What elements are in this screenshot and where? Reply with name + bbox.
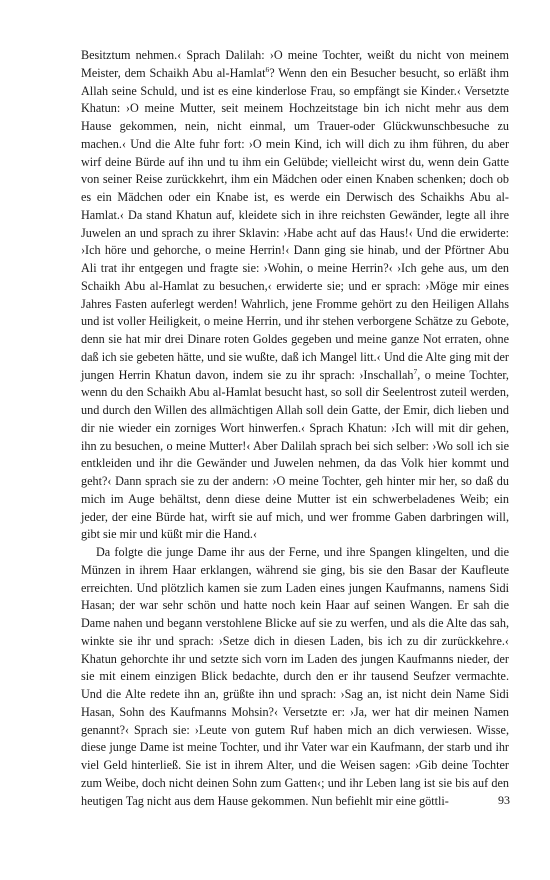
page-number: 93 xyxy=(498,793,510,807)
footnote-marker: 7 xyxy=(413,366,418,376)
paragraph xyxy=(81,47,509,544)
book-page-text xyxy=(81,47,509,810)
text-segment: ? Wenn den ein Besucher besucht, so erläßt ihm Allah seine Schuld, und ist es eine kinderlose Frau, so empfängt sie Kinder.‹ Versetzte Khatun: ›O meine Mutter, seit meinem Hochzeitstage bin ich nicht mehr aus dem Hause gekommen, nein, nicht einmal, um Trauer-oder Glückwunschbesuche zu machen.‹ Und die Alte fuhr fort: ›O mein Kind, ich will dich zu ihm führen, du aber wirf deine Bürde auf ihn und tu ihm ein Gelübde; vielleicht wirst du, wenn dein Gatte von seiner Reise zurückkehrt, ihm ein Mädchen oder einen Knaben schenken; doch ob es ein Mädchen oder ein Knabe ist, es werde ein Derwisch des Schaikhs Abu al-Hamlat.‹ Da stand Khatun auf, kleidete sich in ihre reichsten Gewänder, legte all ihre Juwelen an und sprach zu ihrer Sklavin: ›Habe acht auf das Haus!‹ Und die erwiderte: ›Ich höre und gehorche, o meine Herrin!‹ Dann ging sie hinab, und der Pförtner Abu Ali trat ihr entgegen und fragte sie: ›Wohin, o meine Herrin?‹ ›Ich gehe aus, um den Schaikh Abu al-Hamlat zu besuchen,‹ erwiderte sie; und er sprach: ›Möge mir eines Jahres Fasten auferlegt werden! Wahrlich, jene Fromme gehört zu den Heiligen Allahs und ist voller Heiligkeit, o meine Herrin, und ihr stehen verborgene Schätze zu Gebote, denn sie hat mir drei Dinare roten Goldes gegeben und meine ganze Not erraten, ohne daß ich sie gebeten hätte, und sie wußte, daß ich Mangel litt.‹ Und die Alte ging mit der jungen Herrin Khatun davon, indem sie zu ihr sprach: ›Inschallah xyxy=(81,65,509,382)
text-segment: Besitztum nehmen.‹ Sprach Dalilah: ›O meine Tochter, weißt du nicht von meinem Meister, dem Schaikh Abu al-Hamlat xyxy=(81,48,509,80)
footnote-marker: 6 xyxy=(265,64,270,74)
text-segment: , o meine Tochter, wenn du den Schaikh Abu al-Hamlat besucht hast, so soll dir Seelentrost zuteil werden, und durch den Willen des allmächtigen Allah soll dein Gatte, der Emir, dich lieben und dir nie wieder ein zorniges Wort hinwerfen.‹ Sprach Khatun: ›Ich will mit dir gehen, ihn zu besuchen, o meine Mutter!‹ Aber Dalilah sprach bei sich selber: ›Wo soll ich sie entkleiden und ihr die Gewänder und Juwelen nehmen, da das Volk hier kommt und geht?‹ Dann sprach sie zu der andern: ›O meine Tochter, geh hinter mir her, so daß du mich im Auge behältst, denn diese deine Mutter ist ein schwerbeladenes Weib; ein jeder, der eine Bürde hat, wirft sie auf mich, und wer fromme Gaben darbringen will, gibt sie mir und küßt mir die Hand.‹ xyxy=(81,367,509,542)
paragraph: Da folgte die junge Dame ihr aus der Ferne, und ihre Spangen klingelten, und die Münzen in ihrem Haar erklangen, während sie ging, bis sie den Basar der Kaufleute erreichten. Und plötzlich kamen sie zum Laden eines jungen Kaufmanns, namens Sidi Hasan; der war sehr schön und hatte noch kein Haar auf seinen Wangen. Er sah die Dame nahen und begann verstohlene Blicke auf sie zu werfen, und als die Alte das sah, winkte sie ihr und sprach: ›Setze dich in diesen Laden, bis ich zu dir zurückkehre.‹ Khatun gehorchte ihr und setzte sich vorn im Laden des jungen Kaufmanns nieder, der sie mit einem einzigen Blick bedachte, durch den er ihr tausend Seufzer vermachte. Und die Alte redete ihn an, grüßte ihn und sprach: ›Sag an, ist nicht dein Name Sidi Hasan, Sohn des Kaufmanns Mohsin?‹ Versetzte er: ›Ja, wer hat dir meinen Namen genannt?‹ Sprach sie: ›Leute von gutem Ruf haben mich an dich verwiesen. Wisse, diese junge Dame ist meine Tochter, und ihr Vater war ein Kaufmann, der starb und ihr viel Geld hinterließ. Sie ist in ihrem Alter, und die Weisen sagen: ›Gib deine Tochter zum Weibe, doch nicht deinen Sohn zum Gatten‹; und ihr Leben lang ist sie bis auf den heutigen Tag nicht aus dem Hause gekommen. Nun befiehlt mir eine göttli- xyxy=(81,545,509,808)
